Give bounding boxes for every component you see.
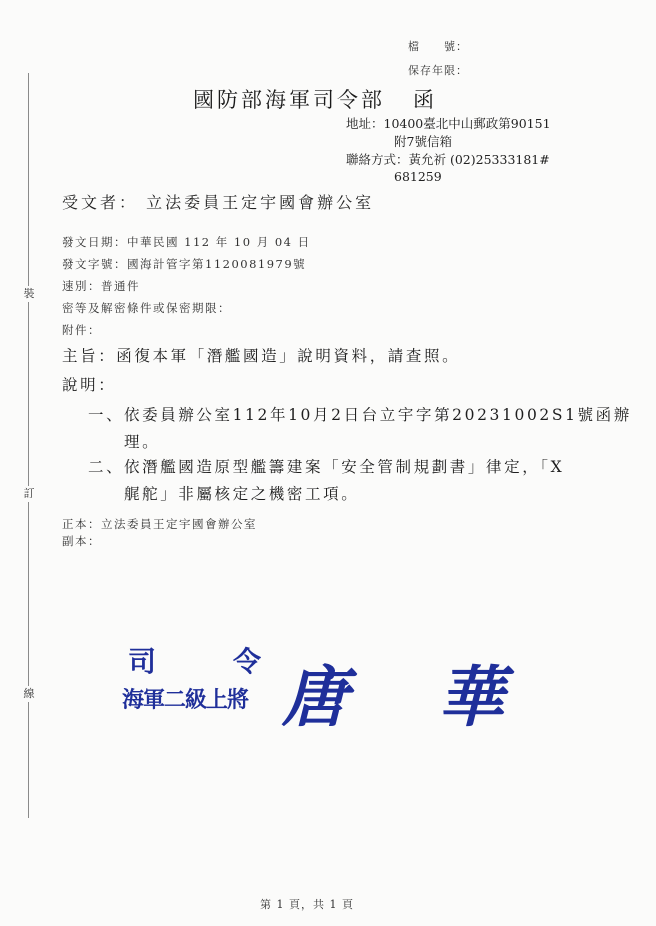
signature-name-char-2: 華 (438, 659, 504, 736)
contact-line-2: 681259 (394, 169, 442, 184)
attachment: 附件： (62, 323, 101, 337)
item-1-number: 一、 (88, 406, 125, 424)
copy-recipient: 副本： (62, 534, 101, 548)
document-type: 函 (413, 88, 437, 112)
explanation-label: 說明： (62, 376, 117, 394)
page-number: 第 1 頁，共 1 頁 (260, 898, 354, 911)
classification: 密等及解密條件或保密期限： (62, 301, 231, 315)
document-number: 發文字號：國海計管字第1120081979號 (62, 257, 307, 271)
binding-mark-xian: 線 (21, 686, 37, 702)
issue-date: 發文日期：中華民國 112 年 10 月 04 日 (62, 235, 311, 249)
recipient: 受文者： 立法委員王定宇國會辦公室 (62, 193, 375, 212)
address-line-2: 附7號信箱 (394, 134, 452, 149)
file-number-label: 檔 號： (408, 40, 468, 53)
retention-label: 保存年限： (408, 64, 468, 77)
binding-mark-ding: 訂 (21, 486, 37, 502)
item-1-line-2: 理。 (124, 433, 161, 451)
signature-role-char-1: 司 (128, 645, 157, 678)
delivery-speed: 速別：普通件 (62, 279, 140, 293)
letterhead-title (193, 84, 437, 114)
address-line-1: 地址：10400臺北中山郵政第90151 (346, 116, 551, 131)
signature-name-char-1: 唐 (282, 659, 348, 736)
contact-line-1: 聯絡方式：黃允祈 (02)25333181# (346, 152, 550, 167)
agency-name: 國防部海軍司令部 (193, 88, 385, 112)
item-2-number: 二、 (88, 458, 125, 476)
signature-role-char-2: 令 (233, 645, 262, 678)
item-1-line-1: 依委員辦公室112年10月2日台立宇字第20231002S1號函辦 (124, 406, 632, 424)
item-2-line-1: 依潛艦國造原型艦籌建案「安全管制規劃書」律定，「X (124, 458, 565, 476)
subject-line: 主旨：函復本軍「潛艦國造」說明資料，請查照。 (62, 347, 461, 365)
binding-mark-zhuang: 裝 (21, 286, 37, 302)
signature-rank: 海軍二級上將 (122, 688, 249, 713)
item-2-line-2: 艉舵」非屬核定之機密工項。 (124, 485, 360, 503)
binding-line (28, 73, 29, 818)
original-recipient: 正本：立法委員王定宇國會辦公室 (62, 517, 257, 531)
